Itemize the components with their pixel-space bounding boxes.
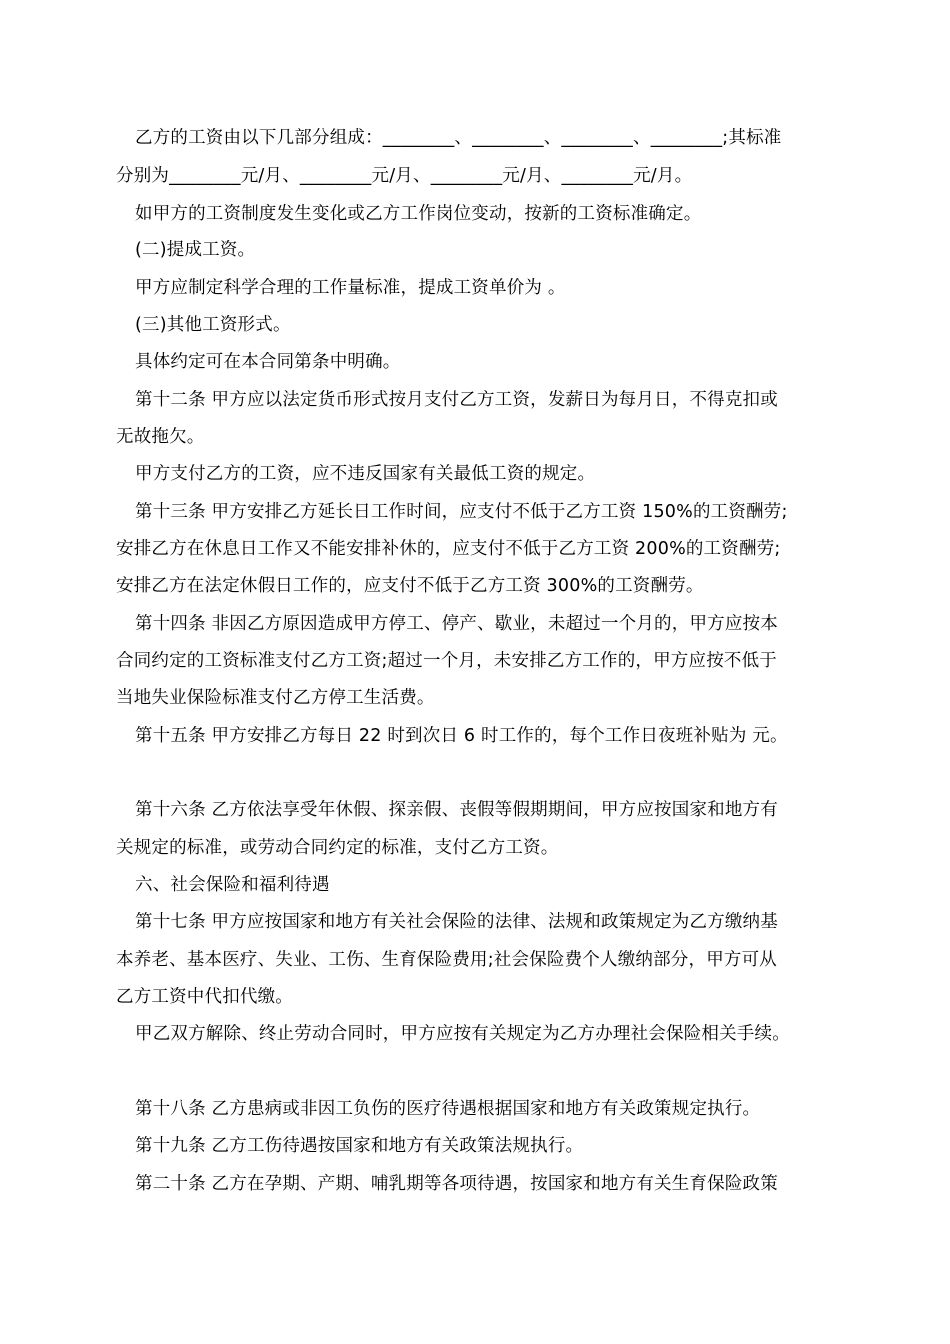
text-line: 本养老、基本医疗、失业、工伤、生育保险费用;社会保险费个人缴纳部分，甲方可从 <box>116 950 777 970</box>
text-line: 当地失业保险标准支付乙方停工生活费。 <box>116 688 435 708</box>
text-line: 第十四条 非因乙方原因造成甲方停工、停产、歇业，未超过一个月的，甲方应按本 <box>135 614 778 634</box>
text-line: 甲乙双方解除、终止劳动合同时，甲方应按有关规定为乙方办理社会保险相关手续。 <box>135 1024 790 1044</box>
text-line: 第十三条 甲方安排乙方延长日工作时间，应支付不低于乙方工资 150%的工资酬劳; <box>135 502 788 522</box>
text-line: (二)提成工资。 <box>135 240 256 260</box>
text-line: 第十九条 乙方工伤待遇按国家和地方有关政策法规执行。 <box>135 1136 584 1156</box>
text-line: 安排乙方在法定休假日工作的，应支付不低于乙方工资 300%的工资酬劳。 <box>116 576 704 596</box>
text-line: 合同约定的工资标准支付乙方工资;超过一个月，未安排乙方工作的，甲方应按不低于 <box>116 651 777 671</box>
text-line: 分别为________元/月、________元/月、________元/月、________元/月。 <box>116 166 693 186</box>
text-line: 第二十条 乙方在孕期、产期、哺乳期等各项待遇，按国家和地方有关生育保险政策 <box>135 1174 778 1194</box>
text-line: 第十八条 乙方患病或非因工负伤的医疗待遇根据国家和地方有关政策规定执行。 <box>135 1099 761 1119</box>
text-line: 关规定的标准，或劳动合同约定的标准，支付乙方工资。 <box>116 838 559 858</box>
text-line: 甲方支付乙方的工资，应不违反国家有关最低工资的规定。 <box>135 464 596 484</box>
text-line: 乙方工资中代扣代缴。 <box>116 987 293 1007</box>
text-line: 第十二条 甲方应以法定货币形式按月支付乙方工资，发薪日为每月日，不得克扣或 <box>135 390 778 410</box>
text-line: (三)其他工资形式。 <box>135 315 291 335</box>
text-line: 第十六条 乙方依法享受年休假、探亲假、丧假等假期期间，甲方应按国家和地方有 <box>135 800 778 820</box>
text-line: 安排乙方在休息日工作又不能安排补休的，应支付不低于乙方工资 200%的工资酬劳; <box>116 539 781 559</box>
text-line: 如甲方的工资制度发生变化或乙方工作岗位变动，按新的工资标准确定。 <box>135 204 702 224</box>
text-line: 第十五条 甲方安排乙方每日 22 时到次日 6 时工作的，每个工作日夜班补贴为 元。 <box>135 726 788 746</box>
text-line: 乙方的工资由以下几部分组成：________、________、________、________;其标准 <box>135 128 782 148</box>
text-line: 具体约定可在本合同第条中明确。 <box>135 352 401 372</box>
text-line: 六、社会保险和福利待遇 <box>135 875 330 895</box>
text-line: 第十七条 甲方应按国家和地方有关社会保险的法律、法规和政策规定为乙方缴纳基 <box>135 912 778 932</box>
text-line: 甲方应制定科学合理的工作量标准，提成工资单价为 。 <box>135 278 566 298</box>
text-line: 无故拖欠。 <box>116 427 205 447</box>
